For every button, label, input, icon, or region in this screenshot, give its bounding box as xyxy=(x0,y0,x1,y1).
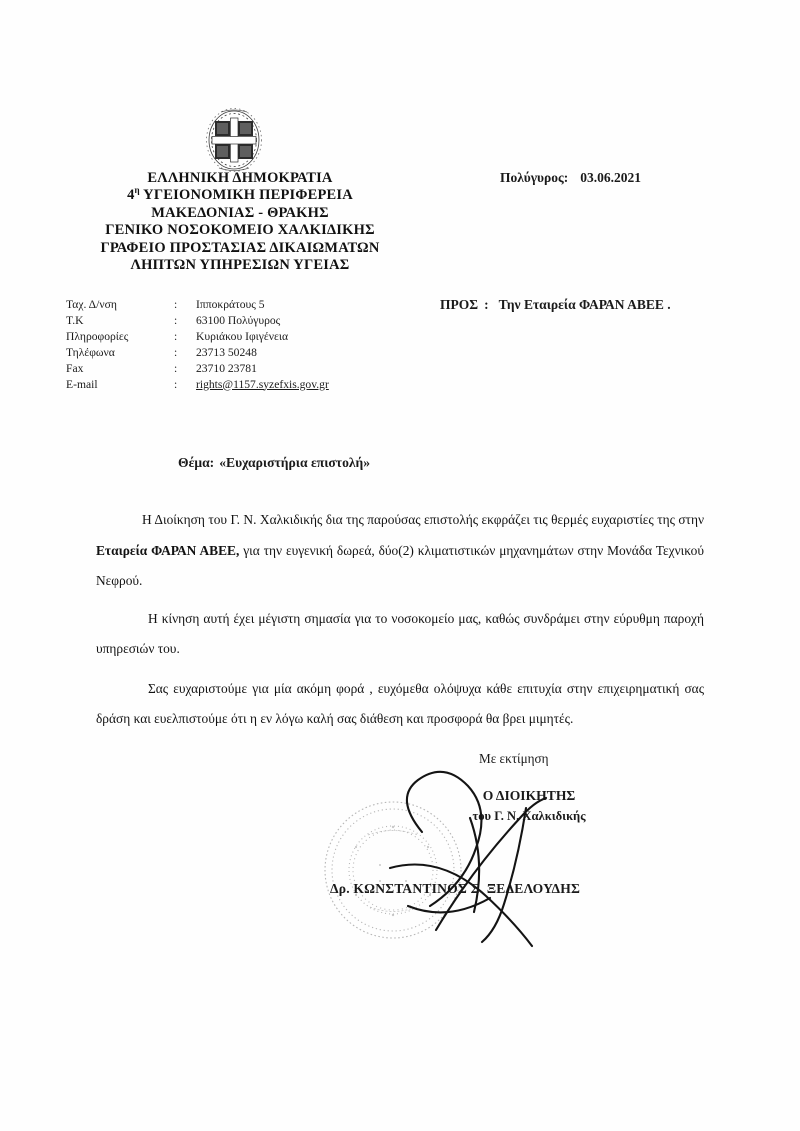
contact-value: 23710 23781 xyxy=(196,361,257,375)
body-paragraph-1-company: Εταιρεία ΦΑΡΑΝ ΑΒΕΕ, xyxy=(96,542,240,558)
recipient-value: Την Εταιρεία ΦΑΡΑΝ ΑΒΕΕ . xyxy=(498,297,671,312)
recipient-label: ΠΡΟΣ xyxy=(440,297,479,312)
contact-row xyxy=(66,361,329,377)
contact-label: Ταχ. Δ/νση xyxy=(66,298,117,311)
letterhead-line-6: ΛΗΠΤΩΝ ΥΠΗΡΕΣΙΩΝ ΥΓΕΙΑΣ xyxy=(130,257,350,274)
contact-row xyxy=(66,345,329,361)
contact-label: E-mail xyxy=(66,377,98,391)
letter-body xyxy=(96,505,704,742)
contact-separator: : xyxy=(174,298,178,311)
contact-separator: : xyxy=(174,345,178,359)
contact-separator: : xyxy=(174,329,178,343)
contact-separator: : xyxy=(174,313,178,327)
subject-label: Θέμα: xyxy=(178,455,215,470)
signature-subtitle: του Γ. Ν. Χαλκιδικής xyxy=(472,809,586,823)
letterhead xyxy=(40,170,440,274)
signature-regards: Με εκτίμηση xyxy=(479,751,549,766)
letterhead-line-2 xyxy=(40,187,440,204)
body-paragraph-3: Σας ευχαριστούμε για μία ακόμη φορά , ευχόμεθα ολόψυχα κάθε επιτυχία στην επιχειρηματική σας δράση και ευελπιστούμε ότι η εν λόγω καλή σας διάθεση και προσφορά θα βρει μιμητές. xyxy=(96,680,704,726)
contact-value: Ιπποκράτους 5 xyxy=(196,298,265,311)
letterhead-line-1: ΕΛΛΗΝΙΚΗ ΔΗΜΟΚΡΑΤΙΑ xyxy=(147,170,333,186)
contact-separator: : xyxy=(174,377,178,391)
letterhead-line-2-text: ΥΓΕΙΟΝΟΜΙΚΗ ΠΕΡΙΦΕΡΕΙΑ xyxy=(143,187,353,204)
contact-label: Τ.Κ xyxy=(66,313,84,327)
greek-coat-of-arms-icon xyxy=(199,107,269,173)
body-paragraph-2: Η κίνηση αυτή έχει μέγιστη σημασία για το νοσοκομείο μας, καθώς συνδράμει στην εύρυθμη παροχή υπηρεσιών του. xyxy=(96,610,704,656)
contact-value: Κυριάκου Ιφιγένεια xyxy=(196,329,289,343)
contact-label: Fax xyxy=(66,361,84,375)
dateline xyxy=(500,170,641,186)
body-paragraph-1 xyxy=(96,505,704,597)
contact-row xyxy=(66,297,329,313)
subject-line xyxy=(178,455,370,471)
letterhead-line-5: ΓΡΑΦΕΙΟ ΠΡΟΣΤΑΣΙΑΣ ΔΙΚΑΙΩΜΑΤΩΝ xyxy=(100,239,380,256)
contact-row xyxy=(66,313,329,329)
dateline-date: 03.06.2021 xyxy=(580,170,641,185)
contact-row xyxy=(66,329,329,345)
signature-title: Ο ΔΙΟΙΚΗΤΗΣ xyxy=(482,788,576,803)
letterhead-line-2-number: 4 xyxy=(127,187,135,204)
contact-separator: : xyxy=(174,361,178,375)
letterhead-line-4: ΓΕΝΙΚΟ ΝΟΣΟΚΟΜΕΙΟ ΧΑΛΚΙΔΙΚΗΣ xyxy=(105,222,375,239)
subject-value: «Ευχαριστήρια επιστολή» xyxy=(219,455,371,470)
recipient-line xyxy=(440,297,671,313)
body-paragraph-1-part-b: για την ευγενική δωρεά, δύο(2) κλιματιστικών μηχανημάτων στην Μονάδα Τεχνικού Νεφρού. xyxy=(96,542,705,588)
contact-value: 23713 50248 xyxy=(196,345,257,359)
contact-value: 63100 Πολύγυρος xyxy=(196,313,281,327)
recipient-colon: : xyxy=(484,297,489,312)
signature-title-block xyxy=(414,786,644,826)
email-link[interactable]: rights@1157.syzefxis.gov.gr xyxy=(196,377,329,391)
contact-row-email xyxy=(66,377,329,393)
dateline-city: Πολύγυρος: xyxy=(500,170,569,185)
body-paragraph-1-part-a: Η Διοίκηση του Γ. Ν. Χαλκιδικής δια της παρούσας επιστολής εκφράζει τις θερμές ευχαριστίες της στην xyxy=(142,512,704,527)
letterhead-line-2-superscript: η xyxy=(134,185,140,196)
contact-label: Πληροφορίες xyxy=(66,329,129,343)
contact-details xyxy=(66,297,329,392)
signer-name: Δρ. ΚΩΝΣΤΑΝΤΙΝΟΣ Σ. ΞΕΔΕΛΟΥΔΗΣ xyxy=(330,881,581,896)
letterhead-line-3: ΜΑΚΕΔΟΝΙΑΣ - ΘΡΑΚΗΣ xyxy=(151,204,329,221)
contact-label: Τηλέφωνα xyxy=(66,345,115,359)
